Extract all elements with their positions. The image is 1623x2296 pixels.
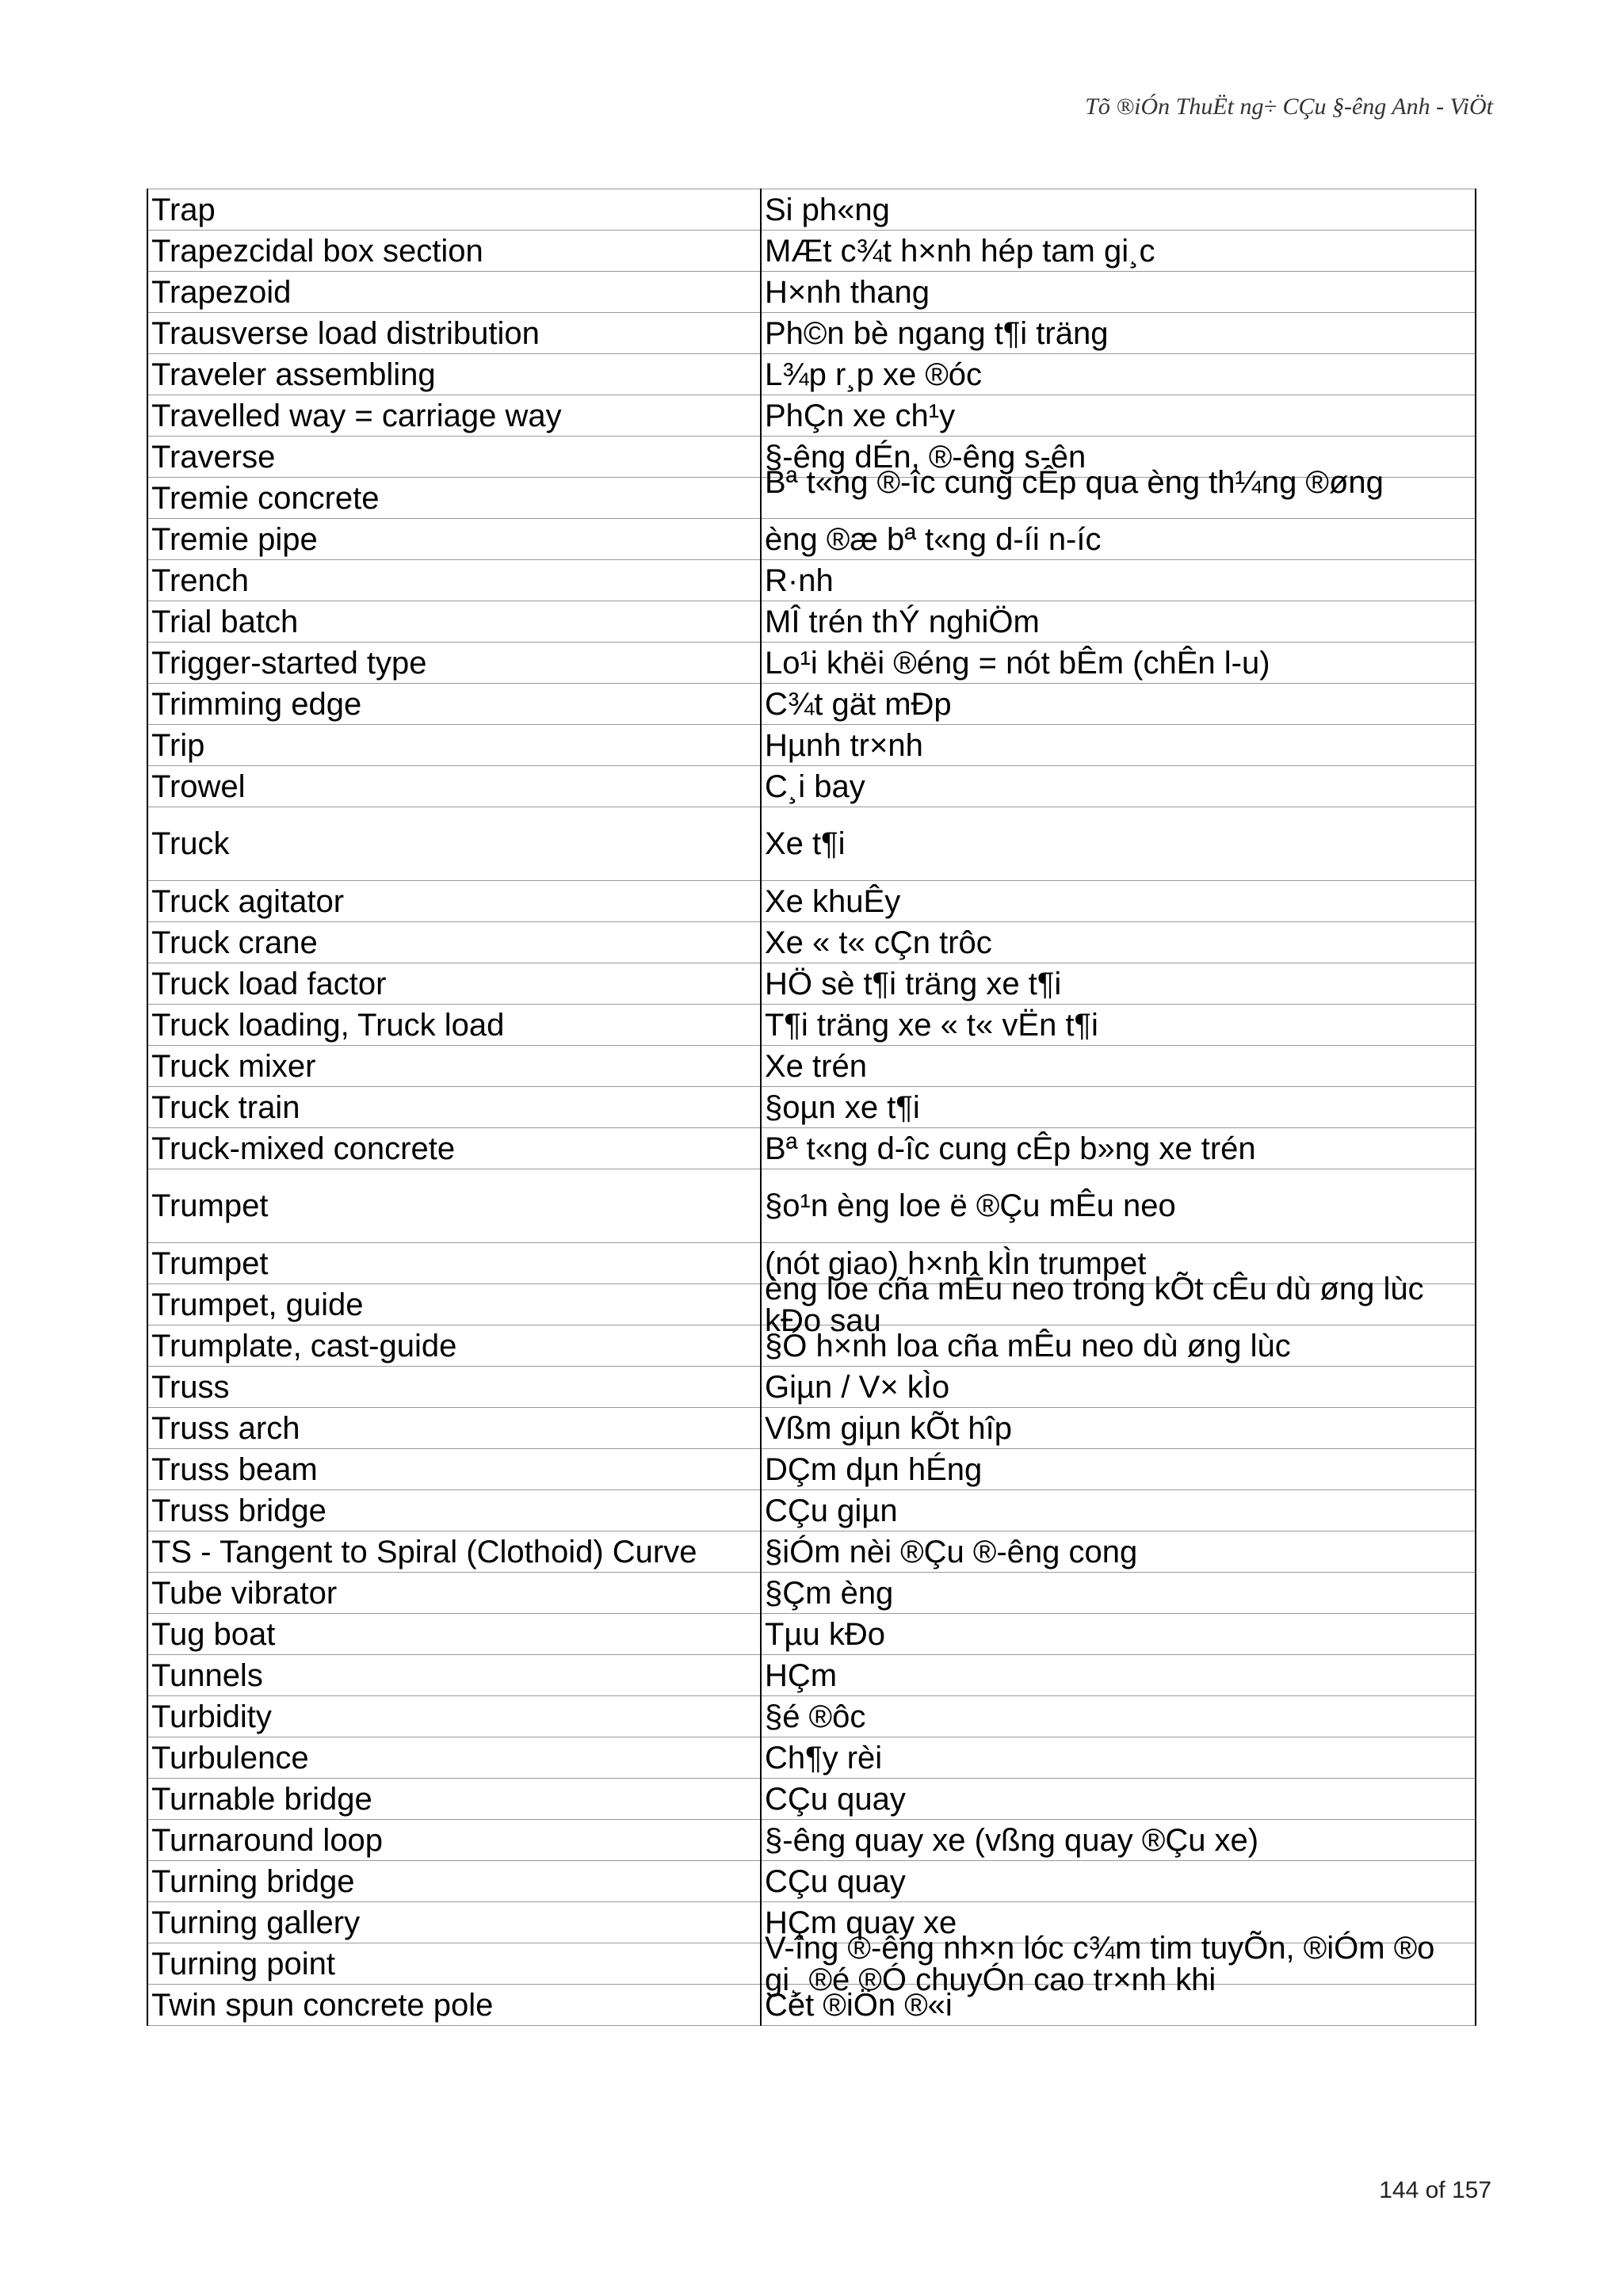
term-cell: Tremie concrete xyxy=(147,478,761,519)
term-cell: Truss xyxy=(147,1367,761,1408)
term-cell: TS - Tangent to Spiral (Clothoid) Curve xyxy=(147,1531,761,1573)
meaning-cell: HÖ sè t¶i träng xe t¶i xyxy=(761,963,1476,1005)
table-row xyxy=(147,189,1476,231)
meaning-cell: C¸i bay xyxy=(761,766,1476,807)
table-row xyxy=(147,560,1476,601)
term-cell: Truss arch xyxy=(147,1408,761,1449)
term-cell: Truck mixer xyxy=(147,1046,761,1087)
table-row xyxy=(147,601,1476,643)
term-cell: Turbulence xyxy=(147,1737,761,1779)
table-row xyxy=(147,1573,1476,1614)
table-row xyxy=(147,1169,1476,1243)
table-row xyxy=(147,313,1476,354)
meaning-cell: MÎ trén thÝ nghiÖm xyxy=(761,601,1476,643)
term-cell: Tube vibrator xyxy=(147,1573,761,1614)
term-cell: Trausverse load distribution xyxy=(147,313,761,354)
glossary-table xyxy=(147,189,1476,2026)
table-row xyxy=(147,807,1476,881)
meaning-cell: §-êng quay xe (vßng quay ®Çu xe) xyxy=(761,1820,1476,1861)
term-cell: Turning point xyxy=(147,1943,761,1985)
table-row xyxy=(147,1861,1476,1902)
table-row xyxy=(147,1531,1476,1573)
meaning-cell: Hµnh tr×nh xyxy=(761,725,1476,766)
meaning-cell: §Çm èng xyxy=(761,1573,1476,1614)
term-cell: Truck loading, Truck load xyxy=(147,1005,761,1046)
table-row xyxy=(147,1696,1476,1737)
table-row xyxy=(147,1005,1476,1046)
table-row xyxy=(147,519,1476,560)
table-row xyxy=(147,922,1476,963)
meaning-cell: L¾p r¸p xe ®óc xyxy=(761,354,1476,395)
meaning-cell: §Ó h×nh loa cña mÊu neo dù øng lùc xyxy=(761,1325,1476,1367)
table-row xyxy=(147,1325,1476,1367)
meaning-cell: H×nh thang xyxy=(761,272,1476,313)
meaning-cell: R·nh xyxy=(761,560,1476,601)
term-cell: Turbidity xyxy=(147,1696,761,1737)
meaning-cell: Lo¹i khëi ®éng = nót bÊm (chÊn l-u) xyxy=(761,643,1476,684)
meaning-cell: Ph©n bè ngang t¶i träng xyxy=(761,313,1476,354)
meaning-cell: Xe t¶i xyxy=(761,807,1476,881)
meaning-cell: Si ph«ng xyxy=(761,189,1476,231)
table-row xyxy=(147,478,1476,519)
term-cell: Trapezoid xyxy=(147,272,761,313)
table-row xyxy=(147,725,1476,766)
meaning-text: èng loe cña mÊu neo trong kÕt cÊu dù øng lùc kÐo sau xyxy=(765,1272,1424,1338)
term-cell: Traverse xyxy=(147,437,761,478)
term-cell: Trumplate, cast-guide xyxy=(147,1325,761,1367)
meaning-cell: PhÇn xe ch¹y xyxy=(761,395,1476,437)
table-row xyxy=(147,1820,1476,1861)
meaning-cell: Bª t«ng d-îc cung cÊp b»ng xe trén xyxy=(761,1128,1476,1169)
meaning-text: Bª t«ng ®-îc cung cÊp qua èng th¼ng ®øng xyxy=(765,465,1384,500)
table-row xyxy=(147,1284,1476,1325)
table-row xyxy=(147,1408,1476,1449)
table-row xyxy=(147,684,1476,725)
table-row xyxy=(147,1490,1476,1531)
meaning-cell: CÇu quay xyxy=(761,1779,1476,1820)
meaning-cell: HÇm quay xe xyxy=(761,1902,1476,1943)
meaning-cell: T¶i träng xe « t« vËn t¶i xyxy=(761,1005,1476,1046)
meaning-cell: C¾t gät mÐp xyxy=(761,684,1476,725)
meaning-cell: Vßm giµn kÕt hîp xyxy=(761,1408,1476,1449)
term-cell: Trapezcidal box section xyxy=(147,231,761,272)
table-row xyxy=(147,1614,1476,1655)
meaning-cell: HÇm xyxy=(761,1655,1476,1696)
meaning-cell: Tµu kÐo xyxy=(761,1614,1476,1655)
table-row xyxy=(147,1367,1476,1408)
meaning-cell: DÇm dµn hÉng xyxy=(761,1449,1476,1490)
meaning-cell: Ch¶y rèi xyxy=(761,1737,1476,1779)
meaning-text: V-îng ®-êng nh×n lóc c¾m tim tuyÕn, ®iÓm ®o gi¸ ®é ®Ó chuyÓn cao tr×nh khi xyxy=(765,1931,1435,1997)
table-row xyxy=(147,395,1476,437)
meaning-cell: Cét ®iÖn ®«i xyxy=(761,1985,1476,2026)
term-cell: Trap xyxy=(147,189,761,231)
meaning-cell xyxy=(761,1931,1476,1997)
table-row xyxy=(147,1087,1476,1128)
term-cell: Tug boat xyxy=(147,1614,761,1655)
meaning-cell: §oµn xe t¶i xyxy=(761,1087,1476,1128)
meaning-cell: §-êng dÉn, ®-êng s-ên xyxy=(761,437,1476,478)
meaning-cell: (nót giao) h×nh kÌn trumpet xyxy=(761,1243,1476,1284)
term-cell: Tunnels xyxy=(147,1655,761,1696)
table-row xyxy=(147,1737,1476,1779)
term-cell: Trumpet, guide xyxy=(147,1284,761,1325)
term-cell: Traveler assembling xyxy=(147,354,761,395)
term-cell: Truck crane xyxy=(147,922,761,963)
table-row xyxy=(147,643,1476,684)
term-cell: Truck-mixed concrete xyxy=(147,1128,761,1169)
meaning-cell: MÆt c¾t h×nh hép tam gi¸c xyxy=(761,231,1476,272)
term-cell: Trench xyxy=(147,560,761,601)
term-cell: Truck load factor xyxy=(147,963,761,1005)
document-header: Tõ ®iÓn ThuËt ng÷ CÇu §-êng Anh - ViÖt xyxy=(1085,93,1493,120)
table-row xyxy=(147,1128,1476,1169)
table-row xyxy=(147,1046,1476,1087)
term-cell: Turnable bridge xyxy=(147,1779,761,1820)
term-cell: Trigger-started type xyxy=(147,643,761,684)
term-cell: Truck train xyxy=(147,1087,761,1128)
term-cell: Turnaround loop xyxy=(147,1820,761,1861)
term-cell: Travelled way = carriage way xyxy=(147,395,761,437)
meaning-cell: Xe trén xyxy=(761,1046,1476,1087)
term-cell: Truck xyxy=(147,807,761,881)
table-row xyxy=(147,1943,1476,1985)
term-cell: Tremie pipe xyxy=(147,519,761,560)
meaning-cell: Giµn / V× kÌo xyxy=(761,1367,1476,1408)
meaning-cell: §é ®ôc xyxy=(761,1696,1476,1737)
table-row xyxy=(147,354,1476,395)
meaning-cell: Xe « t« cÇn trôc xyxy=(761,922,1476,963)
term-cell: Twin spun concrete pole xyxy=(147,1985,761,2026)
table-row xyxy=(147,1655,1476,1696)
term-cell: Truss bridge xyxy=(147,1490,761,1531)
table-row xyxy=(147,272,1476,313)
meaning-cell: CÇu quay xyxy=(761,1861,1476,1902)
meaning-cell: CÇu giµn xyxy=(761,1490,1476,1531)
table-row xyxy=(147,1449,1476,1490)
meaning-cell: §iÓm nèi ®Çu ®-êng cong xyxy=(761,1531,1476,1573)
term-cell: Trial batch xyxy=(147,601,761,643)
meaning-cell xyxy=(761,465,1476,519)
meaning-cell: Xe khuÊy xyxy=(761,881,1476,922)
table-row xyxy=(147,231,1476,272)
table-row xyxy=(147,963,1476,1005)
page-number: 144 of 157 xyxy=(1379,2177,1491,2203)
term-cell: Trowel xyxy=(147,766,761,807)
table-row xyxy=(147,1779,1476,1820)
term-cell: Truck agitator xyxy=(147,881,761,922)
table-row xyxy=(147,766,1476,807)
term-cell: Trimming edge xyxy=(147,684,761,725)
term-cell: Truss beam xyxy=(147,1449,761,1490)
table-row xyxy=(147,1985,1476,2026)
table-row xyxy=(147,881,1476,922)
meaning-cell: §o¹n èng loe ë ®Çu mÊu neo xyxy=(761,1169,1476,1243)
term-cell: Trip xyxy=(147,725,761,766)
term-cell: Turning bridge xyxy=(147,1861,761,1902)
term-cell: Trumpet xyxy=(147,1169,761,1243)
meaning-cell: èng ®æ bª t«ng d-íi n-íc xyxy=(761,519,1476,560)
term-cell: Turning gallery xyxy=(147,1902,761,1943)
meaning-cell xyxy=(761,1272,1476,1338)
term-cell: Trumpet xyxy=(147,1243,761,1284)
